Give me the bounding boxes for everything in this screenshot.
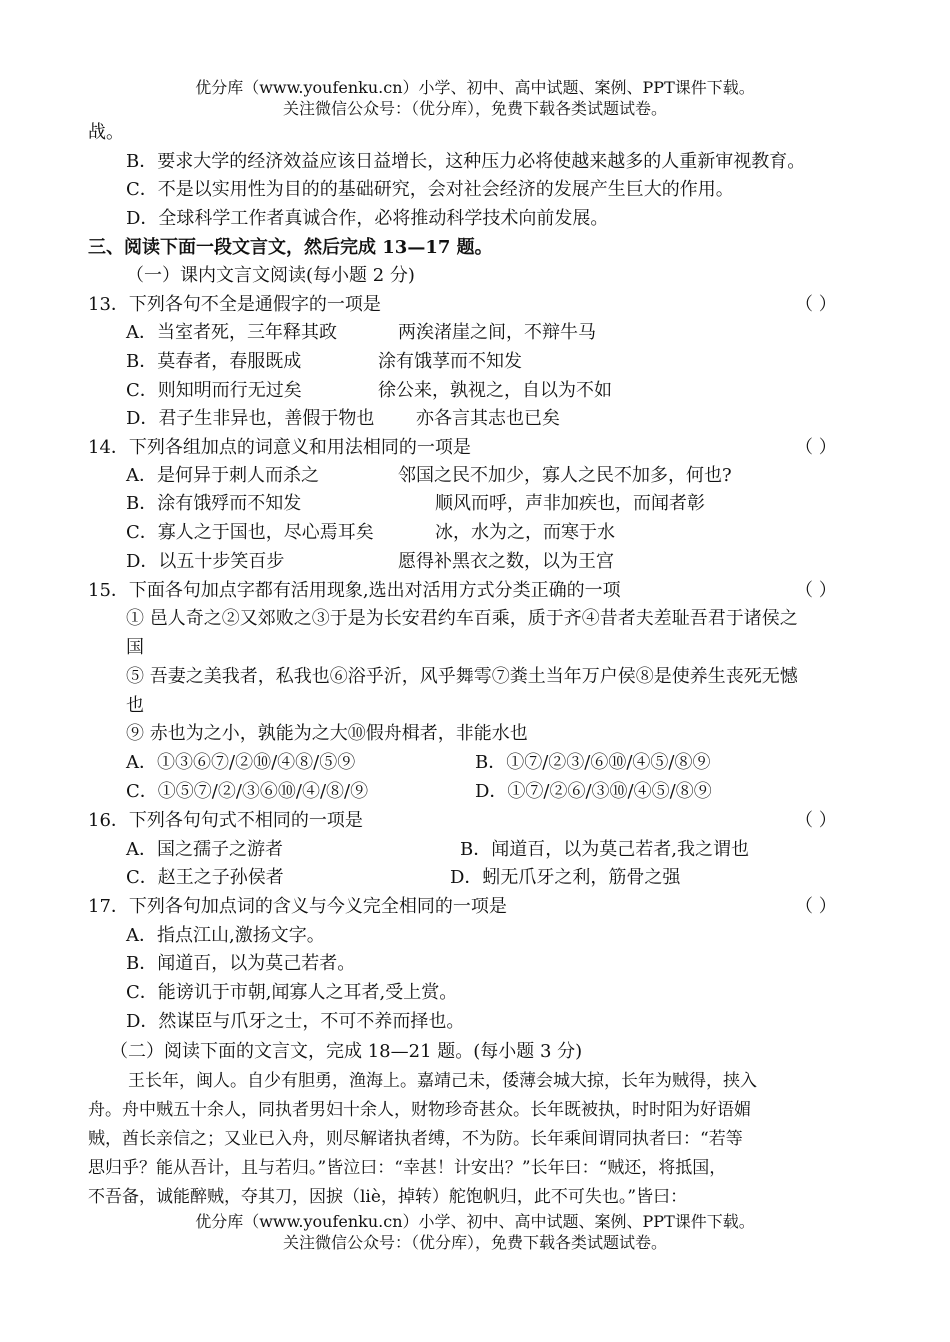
q17-answer-paren: （ ） xyxy=(795,896,837,917)
q14-answer-paren: （ ） xyxy=(795,437,837,458)
section-3-title: 三、阅读下面一段文言文，然后完成 13—17 题。 xyxy=(88,237,493,258)
q13-d-right: 亦各言其志也已矣 xyxy=(416,408,560,429)
q16-option-a: A．国之孺子之游者 xyxy=(126,839,283,860)
section-3-sub1: （一）课内文言文阅读(每小题 2 分) xyxy=(126,265,415,286)
passage-line-2: 舟。舟中贼五十余人，同执者男妇十余人，财物珍奇甚众。长年既被执，时时阳为好语媚 xyxy=(88,1100,751,1120)
q15-option-a: A．①③⑥⑦/②⑩/④⑧/⑤⑨ xyxy=(126,752,356,773)
q13-stem: 13．下列各句不全是通假字的一项是 xyxy=(88,294,381,315)
passage-line-5: 不吾备，诚能醉贼，夺其刀，因捩（liè，掉转）舵饱帆归，此不可失也。”皆曰： xyxy=(88,1187,688,1207)
q16-answer-paren: （ ） xyxy=(795,810,837,831)
q16-option-b: B．闻道百，以为莫己若者,我之谓也 xyxy=(460,839,749,860)
q12-option-d: D．全球科学工作者真诚合作，必将推动科学技术向前发展。 xyxy=(126,208,609,229)
q14-a-right: 邻国之民不加少，寡人之民不加多，何也? xyxy=(398,465,732,486)
q15-option-d: D．①⑦/②⑥/③⑩/④⑤/⑧⑨ xyxy=(475,781,712,802)
q13-answer-paren: （ ） xyxy=(795,294,837,315)
q16-option-d: D．蚓无爪牙之利，筋骨之强 xyxy=(450,867,681,888)
q13-a-left: A．当室者死，三年释其政 xyxy=(126,322,337,343)
q14-b-left: B．涂有饿殍而不知发 xyxy=(126,493,302,514)
q15-option-b: B．①⑦/②③/⑥⑩/④⑤/⑧⑨ xyxy=(475,752,711,773)
q17-option-b: B．闻道百，以为莫己若者。 xyxy=(126,953,356,974)
q14-d-left: D．以五十步笑百步 xyxy=(126,551,285,572)
q17-option-d: D．然谋臣与爪牙之士，不可不养而择也。 xyxy=(126,1011,465,1032)
q17-option-c: C．能谤讥于市朝,闻寡人之耳者,受上赏。 xyxy=(126,982,458,1003)
header-line-2: 关注微信公众号：（优分库），免费下载各类试题试卷。 xyxy=(282,99,667,118)
q14-d-right: 愿得补黑衣之数，以为王宫 xyxy=(398,551,614,572)
q14-c-left: C．寡人之于国也，尽心焉耳矣 xyxy=(126,522,374,543)
q15-answer-paren: （ ） xyxy=(795,580,837,601)
q17-option-a: A．指点江山,激扬文字。 xyxy=(126,925,325,946)
q15-stem: 15．下面各句加点字都有活用现象,选出对活用方式分类正确的一项 xyxy=(88,580,621,601)
passage-line-4: 思归乎？能从吾计，且与若归。”皆泣曰：“幸甚！计安出？”长年曰：“贼还，将抵国， xyxy=(88,1158,727,1178)
q17-stem: 17．下列各句加点词的含义与今义完全相同的一项是 xyxy=(88,896,507,917)
q13-a-right: 两涘渚崖之间，不辩牛马 xyxy=(398,322,596,343)
q15-sentences-1: ① 邑人奇之②又郊败之③于是为长安君约车百乘，质于齐④昔者夫差耻吾君于诸侯之 xyxy=(126,608,798,629)
q13-d-left: D．君子生非异也，善假于物也 xyxy=(126,408,375,429)
q13-c-right: 徐公来，孰视之，自以为不如 xyxy=(378,380,612,401)
q13-b-left: B．莫春者，春服既成 xyxy=(126,351,302,372)
q16-stem: 16．下列各句句式不相同的一项是 xyxy=(88,810,363,831)
q16-option-c: C．赵王之子孙侯者 xyxy=(126,867,284,888)
passage-line-3: 贼，酋长亲信之；又业已入舟，则尽解诸执者缚，不为防。长年乘间谓同执者曰：“若等 xyxy=(88,1129,743,1149)
header-line-1: 优分库（www.youfenku.cn）小学、初中、高中试题、案例、PPT课件下载。 xyxy=(195,78,755,97)
passage-line-1: 王长年，闽人。自少有胆勇，渔海上。嘉靖己未，倭薄会城大掠，长年为贼得，挟入 xyxy=(128,1071,757,1091)
q15-sentences-2: ⑤ 吾妻之美我者，私我也⑥浴乎沂，风乎舞雩⑦粪土当年万户侯⑧是使养生丧死无憾 xyxy=(126,666,798,687)
q14-a-left: A．是何异于刺人而杀之 xyxy=(126,465,319,486)
q15-sentences-3: ⑨ 赤也为之小，孰能为之大⑩假舟楫者，非能水也 xyxy=(126,723,528,744)
q12-a-tail: 战。 xyxy=(88,122,124,143)
footer-line-2: 关注微信公众号：（优分库），免费下载各类试题试卷。 xyxy=(282,1233,667,1252)
section-3-sub2: （二）阅读下面的文言文，完成 18—21 题。(每小题 3 分) xyxy=(110,1041,583,1062)
q15-sentences-1-cont: 国 xyxy=(126,637,144,658)
q13-b-right: 涂有饿莩而不知发 xyxy=(378,351,522,372)
q14-c-right: 冰，水为之，而寒于水 xyxy=(435,522,615,543)
q15-sentences-2-cont: 也 xyxy=(126,695,144,716)
q13-c-left: C．则知明而行无过矣 xyxy=(126,380,302,401)
q14-b-right: 顺风而呼，声非加疾也，而闻者彰 xyxy=(435,493,705,514)
footer-line-1: 优分库（www.youfenku.cn）小学、初中、高中试题、案例、PPT课件下载。 xyxy=(195,1212,755,1231)
q12-option-c: C．不是以实用性为目的的基础研究，会对社会经济的发展产生巨大的作用。 xyxy=(126,179,734,200)
q12-option-b: B．要求大学的经济效益应该日益增长，这种压力必将使越来越多的人重新审视教育。 xyxy=(126,151,806,172)
q15-option-c: C．①⑤⑦/②/③⑥⑩/④/⑧/⑨ xyxy=(126,781,369,802)
q14-stem: 14．下列各组加点的词意义和用法相同的一项是 xyxy=(88,437,471,458)
